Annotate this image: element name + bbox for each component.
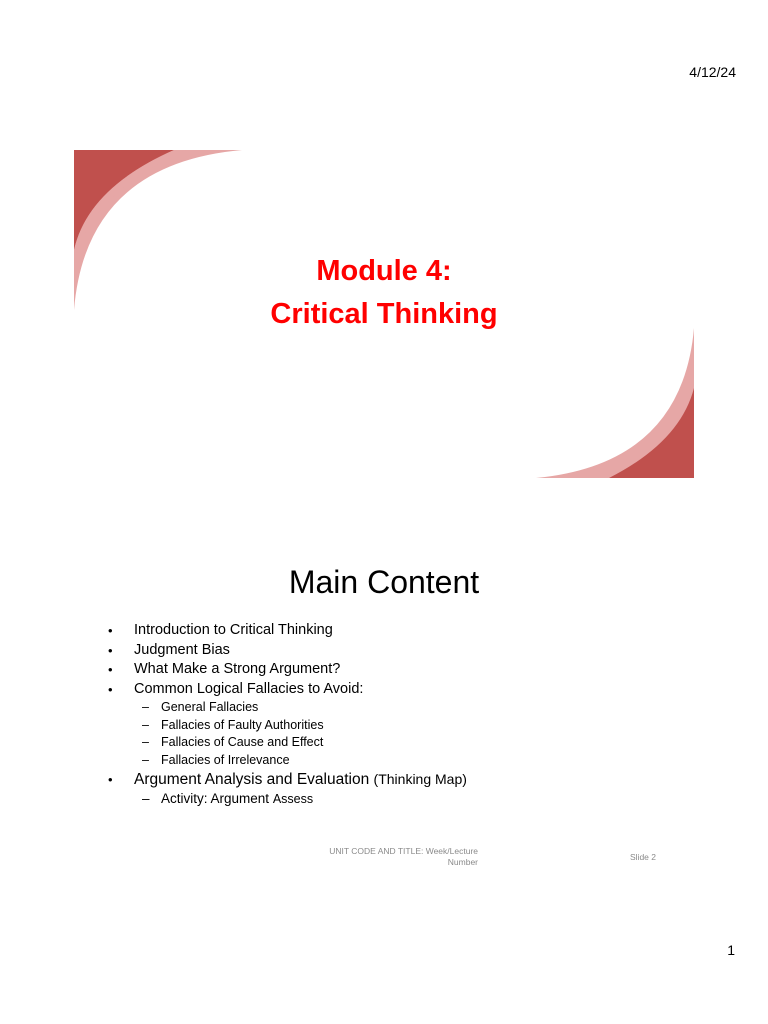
slide-footer-unit: UNIT CODE AND TITLE: Week/Lecture Number [329,846,478,867]
sub-list-item-main: Activity: Argument [161,791,270,806]
slide-title: Main Content [288,564,480,600]
sub-list-item-suffix: Assess [272,792,314,806]
bullet-list [108,621,467,809]
sub-list-item: – Fallacies of Irrelevance [108,752,467,770]
sub-list-item [108,790,467,809]
list-item-main: Argument Analysis and Evaluation [134,771,370,788]
sub-list-item: – General Fallacies [108,699,467,717]
sub-list-item: – Fallacies of Faulty Authorities [108,717,467,735]
page-number: 1 [727,942,735,958]
module-title-line2: Critical Thinking [270,298,498,330]
list-item: • What Make a Strong Argument? [108,660,467,680]
module-title [74,250,694,336]
sub-list-item: – Fallacies of Cause and Effect [108,734,467,752]
list-item: • Judgment Bias [108,641,467,661]
page-date: 4/12/24 [689,64,736,80]
list-item [108,769,467,790]
module-title-line1: Module 4: [316,255,452,287]
title-slide [74,150,694,478]
list-item-suffix: (Thinking Map) [373,771,467,787]
list-item: • Introduction to Critical Thinking [108,621,467,641]
content-slide [74,548,694,878]
slide-footer-number: Slide 2 [630,852,656,862]
list-item: • Common Logical Fallacies to Avoid: [108,680,467,700]
